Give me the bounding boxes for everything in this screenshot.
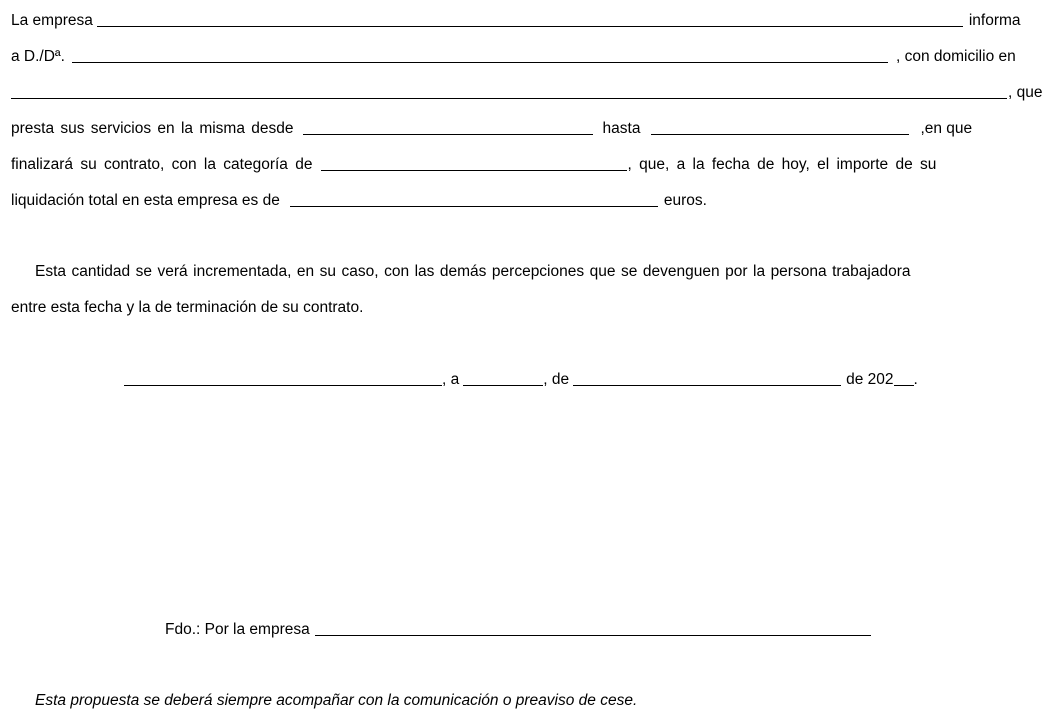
- until-label: hasta: [602, 120, 641, 137]
- informa-label: informa: [968, 12, 1021, 29]
- euros-label: euros.: [663, 192, 707, 209]
- form-line-category: [11, 152, 1047, 174]
- form-line-worker: [11, 44, 1047, 66]
- paragraph-line-2: [11, 295, 1047, 317]
- date-a-label: , a: [442, 371, 460, 388]
- place-blank-field[interactable]: [124, 385, 442, 386]
- form-line-company: [11, 8, 1047, 30]
- category-label: finalizará su contrato, con la categoría de: [11, 156, 313, 173]
- company-blank-field[interactable]: [97, 26, 963, 27]
- address-blank-field[interactable]: [11, 98, 1007, 99]
- amount-intro-label: , que, a la fecha de hoy, el importe de su: [627, 156, 937, 173]
- signature-blank-field[interactable]: [315, 635, 871, 636]
- paragraph-line-1: [11, 259, 1047, 281]
- date-end-label: .: [913, 371, 918, 388]
- year-blank-field[interactable]: [894, 385, 914, 386]
- form-line-amount: [11, 188, 1047, 210]
- category-blank-field[interactable]: [321, 170, 627, 171]
- signature-line: [165, 617, 905, 639]
- company-label: La empresa: [11, 12, 93, 29]
- services-since-label: presta sus servicios en la misma desde: [11, 120, 294, 137]
- paragraph-text-2: entre esta fecha y la de terminación de su contrato.: [11, 299, 364, 316]
- year-prefix-label: de 202: [846, 371, 894, 388]
- date-line: [124, 367, 944, 389]
- paragraph-text-1: Esta cantidad se verá incrementada, en su caso, con las demás percepciones que se devenguen por la persona trabajadora: [35, 263, 911, 280]
- end-date-blank-field[interactable]: [651, 134, 909, 135]
- worker-label: a D./Dª.: [11, 48, 65, 65]
- worker-name-blank-field[interactable]: [72, 62, 888, 63]
- start-date-blank-field[interactable]: [303, 134, 593, 135]
- form-line-dates: [11, 116, 1047, 138]
- month-blank-field[interactable]: [573, 385, 841, 386]
- en-que-label: ,en que: [920, 120, 973, 137]
- footer-note: Esta propuesta se deberá siempre acompañar con la comunicación o preaviso de cese.: [35, 692, 638, 709]
- form-line-address: [11, 80, 1047, 102]
- footer-note-line: [35, 688, 1035, 710]
- signature-label: Fdo.: Por la empresa: [165, 621, 310, 638]
- date-de-label: , de: [543, 371, 570, 388]
- liquidation-label: liquidación total en esta empresa es de: [11, 192, 280, 209]
- que-label: , que: [1008, 84, 1043, 101]
- domicile-label: , con domicilio en: [895, 48, 1016, 65]
- amount-blank-field[interactable]: [290, 206, 658, 207]
- day-blank-field[interactable]: [463, 385, 543, 386]
